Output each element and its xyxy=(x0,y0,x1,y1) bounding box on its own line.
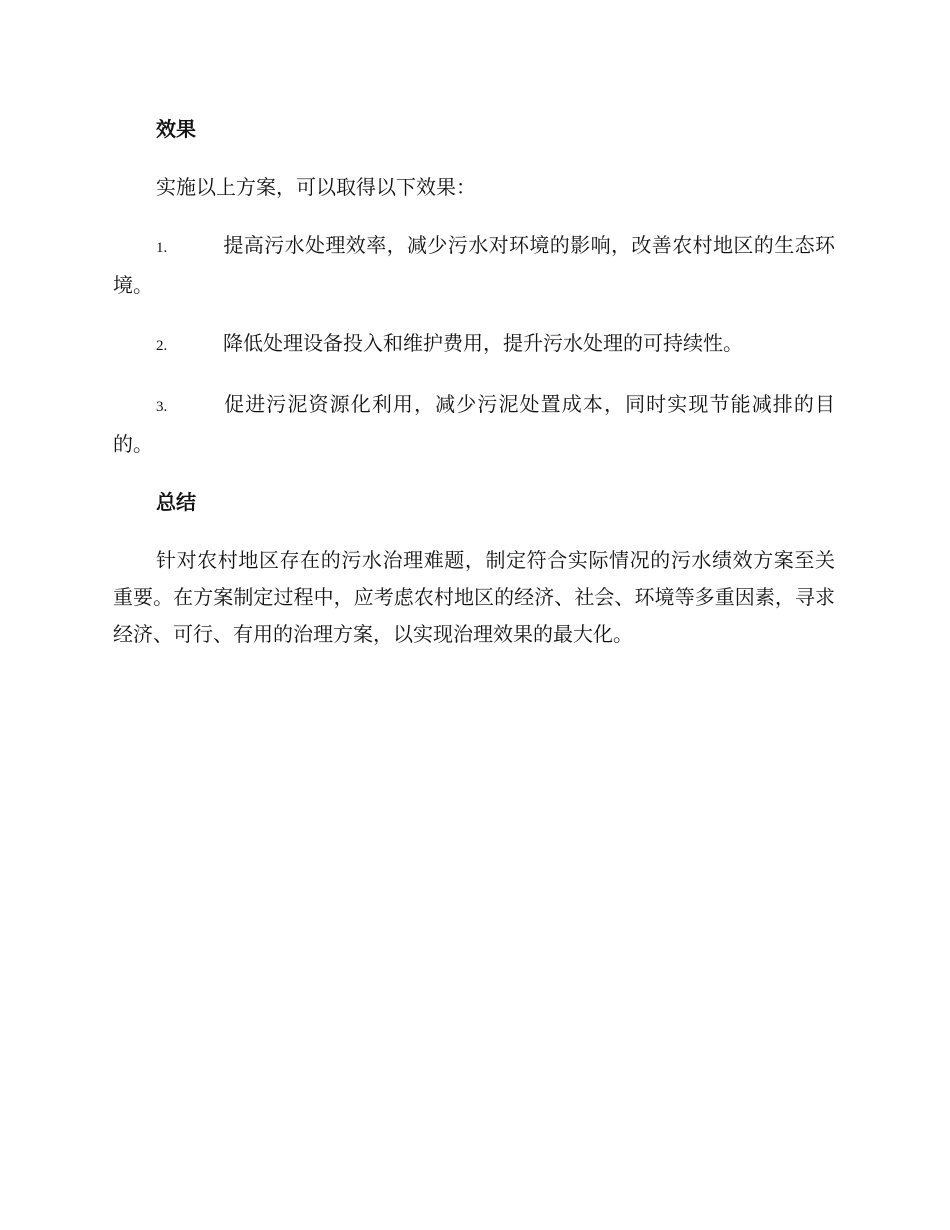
section-heading-summary: 总结 xyxy=(156,490,196,514)
section-heading-effects: 效果 xyxy=(156,117,196,141)
list-item-3 xyxy=(113,386,835,463)
list-item-number: 1. xyxy=(156,240,168,256)
list-item-number: 3. xyxy=(156,399,168,415)
document-content xyxy=(113,111,835,674)
summary-paragraph: 针对农村地区存在的污水治理难题，制定符合实际情况的污水绩效方案至关重要。在方案制定过程中，应考虑农村地区的经济、社会、环境等多重因素，寻求经济、可行、有用的治理方案，以实现治理效果的最大化。 xyxy=(113,548,835,646)
list-item-number: 2. xyxy=(156,338,168,354)
list-item-text: 提高污水处理效率，减少污水对环境的影响，改善农村地区的生态环境。 xyxy=(113,233,835,297)
list-item-2 xyxy=(113,325,835,365)
effects-intro-paragraph: 实施以上方案，可以取得以下效果： xyxy=(156,175,476,199)
list-item-1 xyxy=(113,227,835,304)
list-item-text: 促进污泥资源化利用，减少污泥处置成本，同时实现节能减排的目的。 xyxy=(113,392,835,456)
list-item-text: 降低处理设备投入和维护费用，提升污水处理的可持续性。 xyxy=(223,331,743,355)
